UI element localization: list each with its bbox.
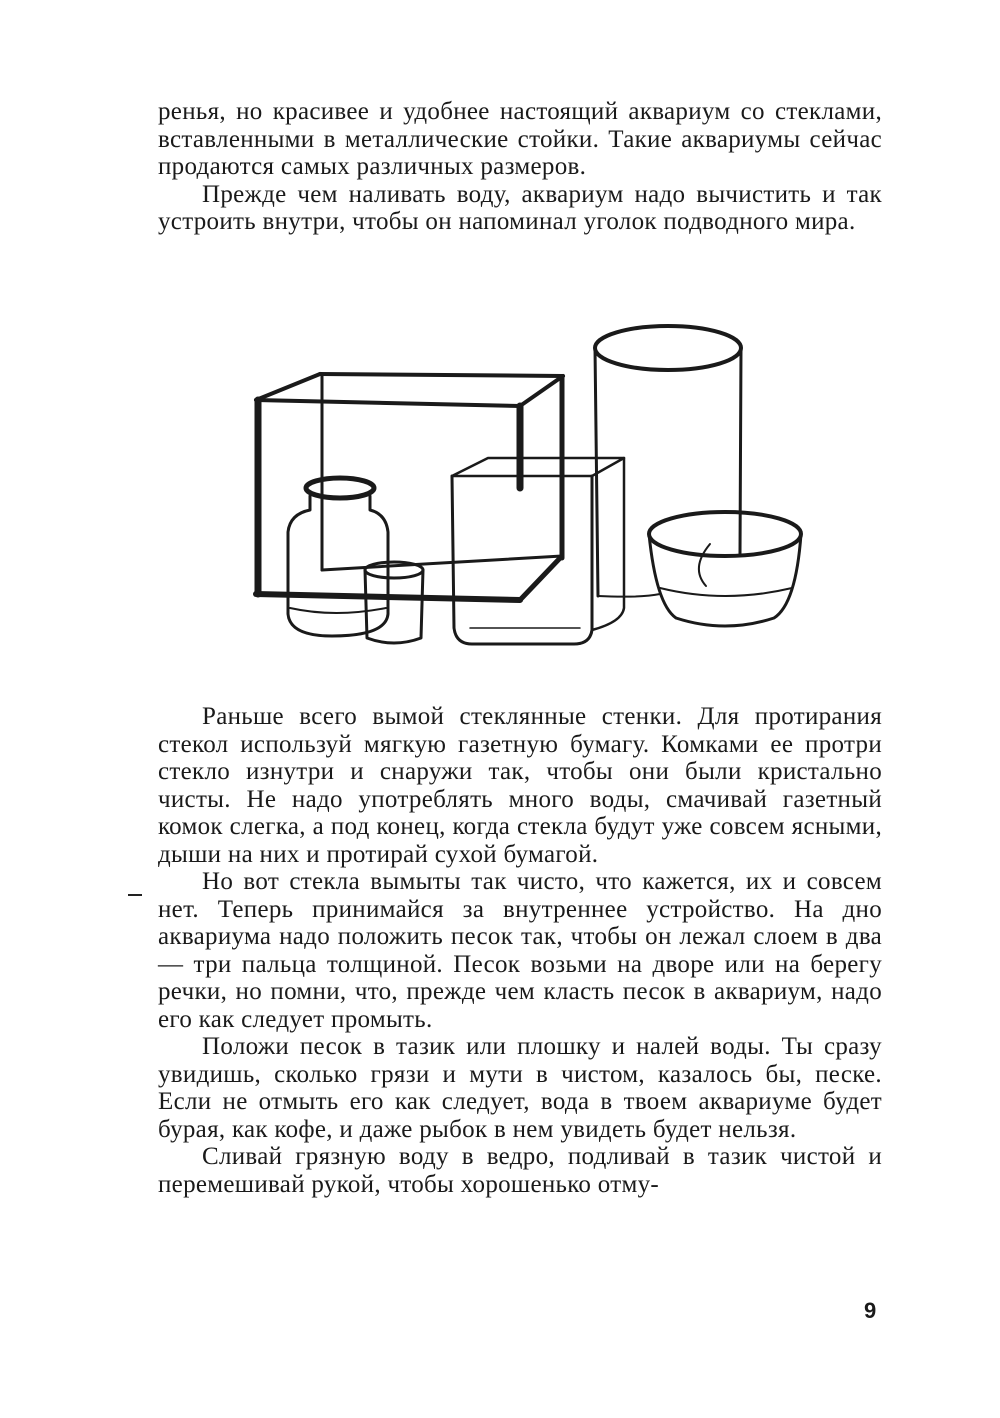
text-block-top <box>158 98 882 236</box>
aquarium-frame-drawing <box>256 374 563 600</box>
paragraph: Раньше всего вымой стеклянные стенки. Для протирания стекол используй мягкую газетную бумагу. Комками ее протри стекло изнутри и снаружи так, чтобы они были кристально чисты. Не надо употреблять много воды, смачивай газетный комок слегка, а под конец, когда стекла будут уже совсем ясными, дыши на них и протирай сухой бумагой. <box>158 703 882 868</box>
page-number: 9 <box>864 1298 877 1323</box>
text-block-bottom <box>158 703 882 1198</box>
margin-mark <box>128 894 142 896</box>
paragraph: Но вот стекла вымыты так чисто, что кажется, их и совсем нет. Теперь принимайся за внутреннее устройство. На дно аквариума надо положить песок так, чтобы он лежал слоем в два — три пальца толщиной. Песок возьми на дворе или на берегу речки, но помни, что, прежде чем класть песок в аквариум, надо его как следует промыть. <box>158 868 882 1033</box>
aquarium-vessels-illustration <box>220 318 820 658</box>
paragraph: Прежде чем наливать воду, аквариум надо вычистить и так устроить внутри, чтобы он напоминал уголок подводного мира. <box>158 180 882 235</box>
bowl-drawing <box>649 512 801 626</box>
paragraph: ренья, но красивее и удобнее настоящий аквариум со стеклами, вставленными в металлические стойки. Такие аквариумы сейчас продаются самых различных размеров. <box>158 98 882 180</box>
paragraph: Сливай грязную воду в ведро, подливай в тазик чистой и перемешивай рукой, чтобы хорошенько отму- <box>158 1143 882 1198</box>
paragraph: Положи песок в тазик или плошку и налей воды. Ты сразу увидишь, сколько грязи и мути в чистом, казалось бы, песке. Если не отмыть его как следует, вода в твоем аквариуме будет бурая, как кофе, и даже рыбок в нем увидеть будет нельзя. <box>158 1033 882 1143</box>
jar-drawing <box>288 478 388 636</box>
